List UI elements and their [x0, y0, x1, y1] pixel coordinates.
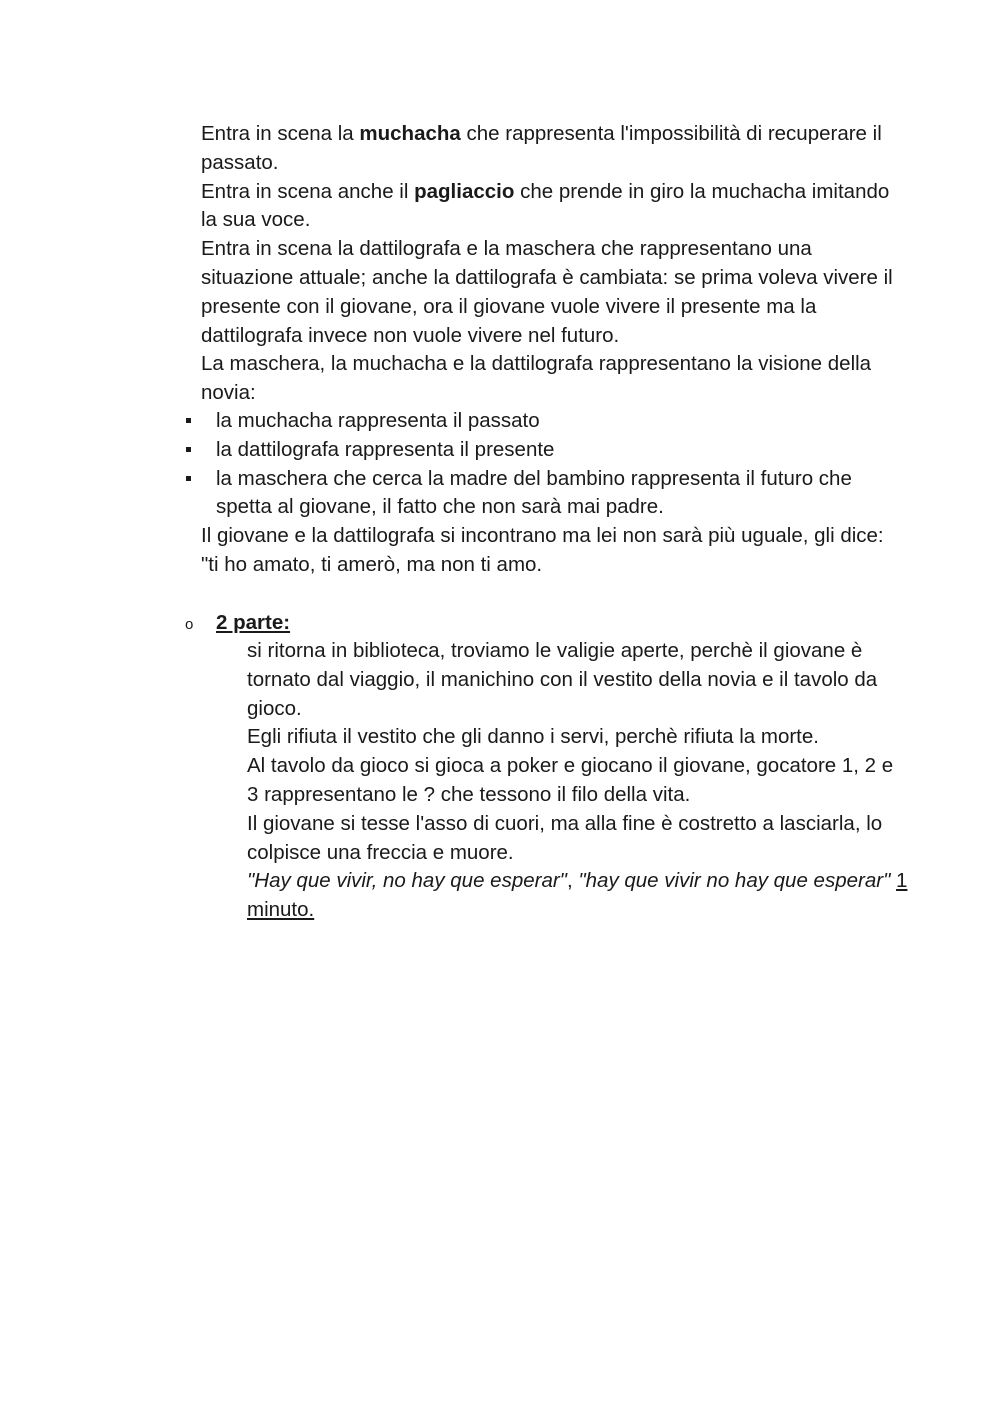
bullet-list: [216, 407, 906, 522]
section-heading: 2 parte:: [216, 611, 291, 634]
paragraph-asso: Il giovane si tesse l'asso di cuori, ma alla fine è costretto a lasciarla, lo colpisce una freccia e muore.: [247, 811, 883, 864]
paragraph-quote: [247, 867, 909, 925]
bold-term: pagliaccio: [414, 179, 515, 203]
paragraph-poker: Al tavolo da gioco si gioca a poker e giocano il giovane, gocatore 1, 2 e 3 rappresentano le ? che tessono il filo della vita.: [247, 754, 894, 806]
paragraph-vestito: Egli rifiuta il vestito che gli danno i servi, perchè rifiuta la morte.: [247, 725, 819, 749]
section-1: [201, 120, 906, 408]
list-item: [185, 609, 906, 638]
paragraph-dattilografa: Entra in scena la dattilografa e la maschera che rappresentano una situazione attuale; anche la dattilografa è cambiata: se prima voleva vivere il presente con il giovane, ora il giovane vuole vivere il presente ma la dattilografa invece non vuole vivere nel futuro.: [201, 237, 893, 347]
section-2-heading: [185, 609, 906, 638]
list-item: [216, 436, 906, 465]
paragraph-biblioteca: si ritorna in biblioteca, troviamo le valigie aperte, perchè il giovane è tornato dal viaggio, il manichino con il vestito della novia e il tavolo da gioco.: [247, 639, 878, 720]
text: ,: [566, 869, 579, 893]
bold-term: muchacha: [359, 122, 461, 145]
paragraph-visione: La maschera, la muchacha e la dattilografa rappresentano la visione della novia:: [201, 352, 872, 405]
quote-italic: "hay que vivir no hay que esperar": [578, 869, 891, 893]
text: che rappresenta l'impossibilità di recuperare il passato.: [201, 122, 882, 174]
paragraph-muchacha: [201, 120, 906, 178]
paragraph-pagliaccio: [201, 178, 906, 236]
section-2-body: [247, 637, 909, 925]
square-bullet-icon: [186, 476, 191, 481]
square-bullet-icon: [186, 418, 191, 423]
list-item-text: la dattilografa rappresenta il presente: [216, 437, 555, 461]
closing-paragraph: [201, 522, 901, 580]
list-item: [216, 407, 906, 436]
text: Entra in scena la: [201, 122, 360, 145]
list-item: [216, 465, 906, 523]
text: Entra in scena anche il: [201, 179, 415, 203]
list-item-text: la maschera che cerca la madre del bambino rappresenta il futuro che spetta al giovane, il fatto che non sarà mai padre.: [216, 466, 852, 519]
quote-italic: "Hay que vivir, no hay que esperar": [247, 869, 567, 893]
text: che prende in giro la muchacha imitando la sua voce.: [201, 179, 890, 232]
list-item-text: la muchacha rappresenta il passato: [216, 409, 540, 432]
paragraph-incontro: Il giovane e la dattilografa si incontrano ma lei non sarà più uguale, gli dice: "ti ho amato, ti amerò, ma non ti amo.: [201, 524, 884, 576]
square-bullet-icon: [186, 447, 191, 452]
underlined-text: 1 minuto.: [247, 869, 908, 922]
circle-bullet-icon: o: [185, 616, 194, 633]
